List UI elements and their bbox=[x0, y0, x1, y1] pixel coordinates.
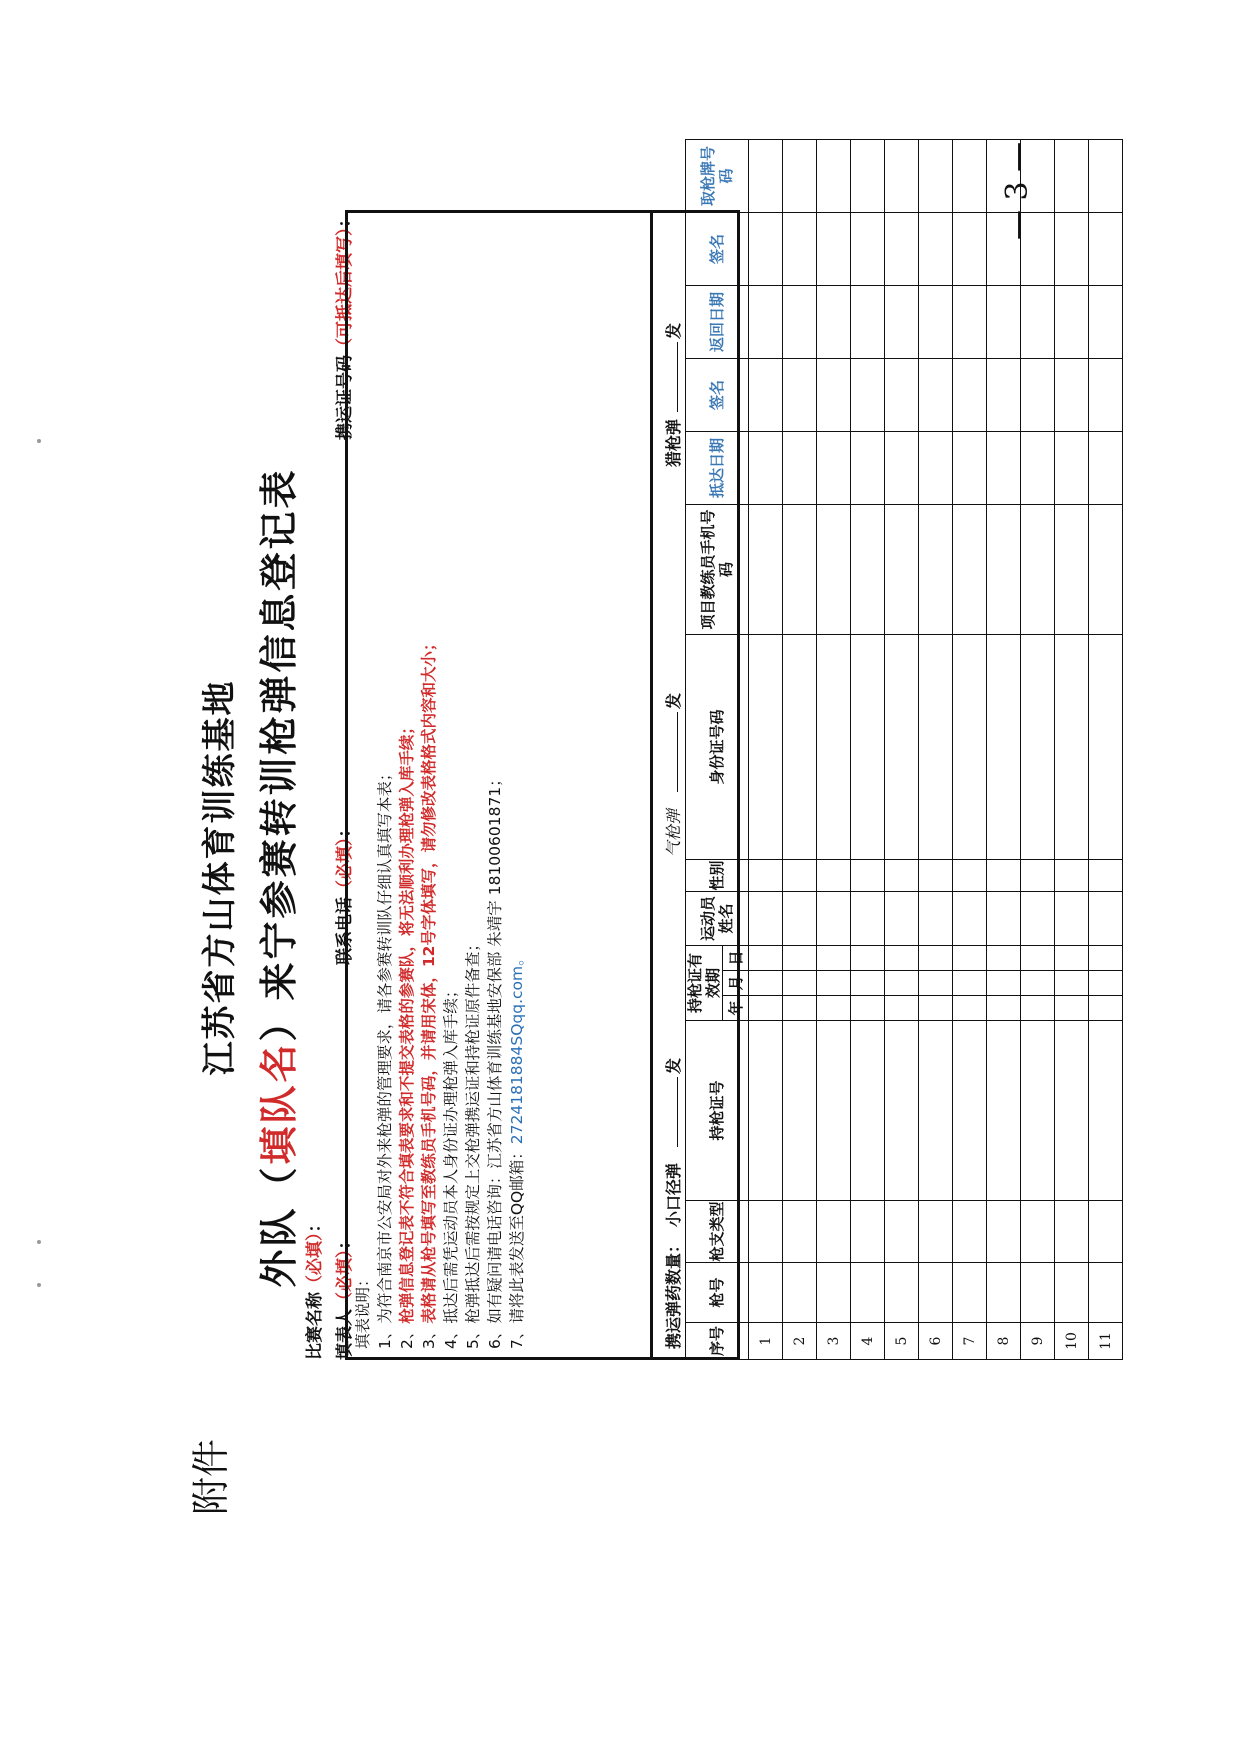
table-cell[interactable] bbox=[851, 1021, 885, 1201]
table-cell[interactable] bbox=[987, 635, 1021, 860]
table-cell[interactable] bbox=[953, 1263, 987, 1323]
instructions bbox=[348, 213, 650, 1357]
table-cell[interactable] bbox=[817, 1021, 851, 1201]
match-name-label: 比赛名称 bbox=[305, 1292, 325, 1360]
match-name-field: 比赛名称（必填）： bbox=[305, 1215, 325, 1360]
required-mark: （必填） bbox=[335, 837, 355, 897]
table-cell[interactable] bbox=[817, 1201, 851, 1263]
table-cell[interactable] bbox=[1089, 996, 1123, 1021]
registration-table bbox=[685, 139, 1123, 1360]
table-cell[interactable] bbox=[919, 996, 953, 1021]
table-cell[interactable] bbox=[953, 971, 987, 996]
table-cell[interactable] bbox=[749, 432, 783, 505]
table-cell[interactable] bbox=[851, 286, 885, 359]
table-cell[interactable] bbox=[1021, 892, 1055, 946]
table-cell[interactable] bbox=[1021, 1201, 1055, 1263]
qq-email: 2724181884SQqq.com。 bbox=[508, 950, 526, 1145]
table-cell[interactable] bbox=[885, 635, 919, 860]
table-cell[interactable] bbox=[851, 1263, 885, 1323]
table-cell[interactable] bbox=[1089, 946, 1123, 971]
table-cell[interactable] bbox=[1021, 996, 1055, 1021]
table-cell[interactable] bbox=[1055, 1201, 1089, 1263]
table-cell[interactable] bbox=[817, 140, 851, 213]
table-cell[interactable] bbox=[987, 286, 1021, 359]
table-cell[interactable] bbox=[817, 971, 851, 996]
table-cell[interactable] bbox=[987, 860, 1021, 892]
table-cell[interactable] bbox=[817, 946, 851, 971]
table-cell[interactable] bbox=[1021, 1263, 1055, 1323]
table-cell[interactable] bbox=[919, 432, 953, 505]
table-cell[interactable] bbox=[851, 213, 885, 286]
table-row bbox=[1055, 140, 1089, 1360]
table-cell[interactable] bbox=[817, 892, 851, 946]
filler-field: 填表人（必填）： bbox=[335, 1232, 355, 1360]
table-cell[interactable] bbox=[1021, 860, 1055, 892]
table-cell[interactable] bbox=[919, 1201, 953, 1263]
attachment-label: 附件 bbox=[189, 1438, 233, 1515]
table-cell[interactable] bbox=[919, 635, 953, 860]
page-subtitle bbox=[248, 0, 303, 1755]
instructions-heading: 填表说明： bbox=[354, 1271, 372, 1349]
table-cell[interactable] bbox=[885, 946, 919, 971]
row-number: 2 bbox=[783, 1323, 817, 1360]
table-cell[interactable] bbox=[817, 286, 851, 359]
table-cell[interactable] bbox=[885, 432, 919, 505]
table-cell[interactable] bbox=[851, 860, 885, 892]
row-number: 6 bbox=[919, 1323, 953, 1360]
table-cell[interactable] bbox=[1089, 213, 1123, 286]
table-cell[interactable] bbox=[885, 971, 919, 996]
table-cell[interactable] bbox=[1055, 996, 1089, 1021]
table-cell[interactable] bbox=[987, 359, 1021, 432]
table-cell[interactable] bbox=[919, 946, 953, 971]
phone-label: 联系电话 bbox=[335, 897, 355, 965]
table-cell[interactable] bbox=[1055, 359, 1089, 432]
ammo-smallbore-label: 小口径弹 bbox=[664, 1162, 683, 1227]
table-cell[interactable] bbox=[1089, 892, 1123, 946]
table-cell[interactable] bbox=[1055, 286, 1089, 359]
table-cell[interactable] bbox=[885, 860, 919, 892]
col-arrival-date: 抵达日期 bbox=[686, 432, 749, 505]
table-cell[interactable] bbox=[919, 359, 953, 432]
table-cell[interactable] bbox=[1021, 359, 1055, 432]
table-cell[interactable] bbox=[851, 971, 885, 996]
table-row bbox=[851, 140, 885, 1360]
table-cell[interactable] bbox=[919, 860, 953, 892]
table-cell[interactable] bbox=[1089, 635, 1123, 860]
table-cell[interactable] bbox=[783, 359, 817, 432]
table-cell[interactable] bbox=[987, 946, 1021, 971]
table-cell[interactable] bbox=[783, 971, 817, 996]
ammo-label: 携运弹药数量： bbox=[664, 1236, 683, 1349]
row-number: 11 bbox=[1089, 1323, 1123, 1360]
page-number: — 3 — bbox=[1000, 141, 1035, 240]
page-title: 江苏省方山体育训练基地 bbox=[200, 679, 240, 1076]
table-cell[interactable] bbox=[885, 359, 919, 432]
ammo-air-blank bbox=[661, 712, 678, 792]
table-cell[interactable] bbox=[885, 996, 919, 1021]
table-cell[interactable] bbox=[1089, 1021, 1123, 1201]
table-cell[interactable] bbox=[1021, 432, 1055, 505]
table-cell[interactable] bbox=[783, 432, 817, 505]
table-cell[interactable] bbox=[919, 892, 953, 946]
col-month: 月 bbox=[723, 971, 749, 996]
table-cell[interactable] bbox=[953, 432, 987, 505]
table-cell[interactable] bbox=[851, 1201, 885, 1263]
row-number: 10 bbox=[1055, 1323, 1089, 1360]
row-number: 4 bbox=[851, 1323, 885, 1360]
col-sign-arrival: 签名 bbox=[686, 359, 749, 432]
table-cell[interactable] bbox=[987, 1263, 1021, 1323]
table-cell[interactable] bbox=[1089, 286, 1123, 359]
table-cell[interactable] bbox=[749, 860, 783, 892]
table-cell[interactable] bbox=[953, 359, 987, 432]
table-cell[interactable] bbox=[1055, 946, 1089, 971]
table-cell[interactable] bbox=[953, 635, 987, 860]
table-cell[interactable] bbox=[885, 213, 919, 286]
table-cell[interactable] bbox=[783, 1201, 817, 1263]
table-cell[interactable] bbox=[987, 505, 1021, 635]
table-row bbox=[1021, 140, 1055, 1360]
table-cell[interactable] bbox=[953, 213, 987, 286]
table-row bbox=[1089, 140, 1123, 1360]
note-4: 4、抵达后需凭运动员本人身份证办理枪弹入库手续； bbox=[442, 982, 460, 1349]
table-cell[interactable] bbox=[817, 1263, 851, 1323]
table-cell[interactable] bbox=[919, 140, 953, 213]
table-cell[interactable] bbox=[851, 432, 885, 505]
table-cell[interactable] bbox=[783, 286, 817, 359]
table-cell[interactable] bbox=[987, 971, 1021, 996]
row-number: 9 bbox=[1021, 1323, 1055, 1360]
table-cell[interactable] bbox=[749, 892, 783, 946]
table-cell[interactable] bbox=[1055, 1021, 1089, 1201]
table-cell[interactable] bbox=[1055, 140, 1089, 213]
col-gender: 性别 bbox=[686, 860, 749, 892]
table-cell[interactable] bbox=[885, 892, 919, 946]
table-cell[interactable] bbox=[851, 996, 885, 1021]
table-cell[interactable] bbox=[817, 359, 851, 432]
table-cell[interactable] bbox=[1055, 892, 1089, 946]
note-3: 3、表格请从枪号填写至教练员手机号码，并请用宋体，12号字体填写，请勿修改表格格式内容和大小； bbox=[420, 635, 438, 1349]
table-cell[interactable] bbox=[987, 432, 1021, 505]
table-cell[interactable] bbox=[851, 505, 885, 635]
table-cell[interactable] bbox=[919, 971, 953, 996]
table-cell[interactable] bbox=[817, 996, 851, 1021]
note-5: 5、枪弹抵达后需按规定上交枪弹携运证和持枪证原件备查； bbox=[464, 936, 482, 1349]
col-validity: 持枪证有效期 bbox=[686, 946, 723, 1021]
permit-field: 携运证号码（可抵达后填写）： bbox=[335, 210, 355, 440]
table-cell[interactable] bbox=[885, 1201, 919, 1263]
table-cell[interactable] bbox=[783, 860, 817, 892]
table-cell[interactable] bbox=[783, 1263, 817, 1323]
table-cell[interactable] bbox=[987, 892, 1021, 946]
table-cell[interactable] bbox=[783, 1021, 817, 1201]
table-cell[interactable] bbox=[783, 140, 817, 213]
table-cell[interactable] bbox=[1021, 635, 1055, 860]
table-cell[interactable] bbox=[953, 946, 987, 971]
table-cell[interactable] bbox=[953, 505, 987, 635]
table-cell[interactable] bbox=[1021, 505, 1055, 635]
table-cell[interactable] bbox=[749, 1201, 783, 1263]
table-cell[interactable] bbox=[987, 1201, 1021, 1263]
table-cell[interactable] bbox=[1021, 971, 1055, 996]
table-cell[interactable] bbox=[851, 140, 885, 213]
col-pickup-no: 取枪牌号码 bbox=[686, 140, 749, 213]
table-cell[interactable] bbox=[885, 1263, 919, 1323]
table-row bbox=[749, 140, 783, 1360]
row-number: 3 bbox=[817, 1323, 851, 1360]
table-cell[interactable] bbox=[953, 860, 987, 892]
row-number: 1 bbox=[749, 1323, 783, 1360]
table-cell[interactable] bbox=[749, 1263, 783, 1323]
subtitle-suffix: ）来宁参赛转训枪弹信息登记表 bbox=[256, 467, 301, 1042]
ammo-quantity-row: 携运弹药数量： 小口径弹 发 气枪弹 发 猎枪弹 发 bbox=[650, 213, 689, 1357]
table-cell[interactable] bbox=[1089, 971, 1123, 996]
table-cell[interactable] bbox=[919, 505, 953, 635]
table-cell[interactable] bbox=[953, 140, 987, 213]
table-cell[interactable] bbox=[1089, 505, 1123, 635]
table-cell[interactable] bbox=[749, 635, 783, 860]
table-cell[interactable] bbox=[749, 946, 783, 971]
table-cell[interactable] bbox=[919, 213, 953, 286]
col-year: 年 bbox=[723, 996, 749, 1021]
table-cell[interactable] bbox=[953, 996, 987, 1021]
table-cell[interactable] bbox=[783, 635, 817, 860]
table-cell[interactable] bbox=[885, 1021, 919, 1201]
table-cell[interactable] bbox=[1021, 946, 1055, 971]
row-number: 8 bbox=[987, 1323, 1021, 1360]
table-cell[interactable] bbox=[749, 140, 783, 213]
ammo-shotgun-blank bbox=[661, 342, 678, 412]
note-6: 6、如有疑问请电话咨询：江苏省方山体育训练基地安保部 朱靖宇 18100601871； bbox=[486, 771, 504, 1349]
table-cell[interactable] bbox=[749, 996, 783, 1021]
table-cell[interactable] bbox=[1055, 635, 1089, 860]
col-coach-phone: 项目教练员手机号码 bbox=[686, 505, 749, 635]
table-cell[interactable] bbox=[851, 359, 885, 432]
row-number: 7 bbox=[953, 1323, 987, 1360]
phone-field: 联系电话（必填）： bbox=[335, 820, 355, 965]
optional-mark: （可抵达后填写） bbox=[335, 227, 355, 355]
note-2: 2、枪弹信息登记表不符合填表要求和不提交表格的参赛队，将无法顺利办理枪弹入库手续； bbox=[398, 719, 416, 1349]
table-row bbox=[817, 140, 851, 1360]
table-row bbox=[783, 140, 817, 1360]
table-cell[interactable] bbox=[851, 946, 885, 971]
table-cell[interactable] bbox=[817, 635, 851, 860]
instructions-box bbox=[345, 210, 740, 1360]
col-sign-return: 签名 bbox=[686, 213, 749, 286]
team-name-placeholder: 填队名 bbox=[256, 1041, 301, 1165]
required-mark: （必填） bbox=[305, 1232, 325, 1292]
permit-label: 携运证号码 bbox=[335, 355, 355, 440]
col-id-no: 身份证号码 bbox=[686, 635, 749, 860]
ammo-smallbore-blank bbox=[661, 1077, 678, 1147]
table-cell[interactable] bbox=[749, 505, 783, 635]
table-cell[interactable] bbox=[783, 505, 817, 635]
table-cell[interactable] bbox=[851, 635, 885, 860]
table-cell[interactable] bbox=[817, 432, 851, 505]
table-cell[interactable] bbox=[783, 996, 817, 1021]
table-cell[interactable] bbox=[783, 213, 817, 286]
table-row bbox=[919, 140, 953, 1360]
table-row bbox=[987, 140, 1021, 1360]
table-cell[interactable] bbox=[1089, 140, 1123, 213]
table-row bbox=[885, 140, 919, 1360]
table-cell[interactable] bbox=[953, 892, 987, 946]
table-cell[interactable] bbox=[1089, 1263, 1123, 1323]
ammo-shotgun-label: 猎枪弹 bbox=[664, 418, 683, 467]
table-cell[interactable] bbox=[953, 1201, 987, 1263]
table-cell[interactable] bbox=[817, 213, 851, 286]
table-cell[interactable] bbox=[953, 1021, 987, 1201]
table-cell[interactable] bbox=[1089, 432, 1123, 505]
table-cell[interactable] bbox=[885, 286, 919, 359]
table-cell[interactable] bbox=[1089, 1201, 1123, 1263]
table-cell[interactable] bbox=[749, 286, 783, 359]
col-gun-no: 枪号 bbox=[686, 1263, 749, 1323]
table-cell[interactable] bbox=[749, 1021, 783, 1201]
col-gun-type: 枪支类型 bbox=[686, 1201, 749, 1263]
col-permit-no: 持枪证号 bbox=[686, 1021, 749, 1201]
col-return-date: 返回日期 bbox=[686, 286, 749, 359]
table-cell[interactable] bbox=[987, 1021, 1021, 1201]
col-athlete: 运动员姓名 bbox=[686, 892, 749, 946]
table-cell[interactable] bbox=[919, 286, 953, 359]
table-cell[interactable] bbox=[885, 140, 919, 213]
table-cell[interactable] bbox=[919, 1263, 953, 1323]
ammo-air-label: 气枪弹 bbox=[664, 808, 683, 857]
row-number: 5 bbox=[885, 1323, 919, 1360]
table-cell[interactable] bbox=[885, 505, 919, 635]
table-cell[interactable] bbox=[851, 892, 885, 946]
table-cell[interactable] bbox=[749, 971, 783, 996]
table-cell[interactable] bbox=[1089, 359, 1123, 432]
table-cell[interactable] bbox=[817, 505, 851, 635]
table-cell[interactable] bbox=[1021, 286, 1055, 359]
table-cell[interactable] bbox=[1089, 860, 1123, 892]
table-cell[interactable] bbox=[783, 946, 817, 971]
table-cell[interactable] bbox=[1055, 860, 1089, 892]
note-7: 7、请将此表发送至QQ邮箱：2724181884SQqq.com。 bbox=[508, 950, 526, 1349]
table-cell[interactable] bbox=[783, 892, 817, 946]
filler-label: 填表人 bbox=[335, 1309, 355, 1360]
table-cell[interactable] bbox=[817, 860, 851, 892]
table-cell[interactable] bbox=[1055, 432, 1089, 505]
table-cell[interactable] bbox=[1021, 1021, 1055, 1201]
col-day: 日 bbox=[723, 946, 749, 971]
table-cell[interactable] bbox=[1055, 971, 1089, 996]
table-cell[interactable] bbox=[1055, 213, 1089, 286]
table-cell[interactable] bbox=[1055, 1263, 1089, 1323]
table-cell[interactable] bbox=[987, 996, 1021, 1021]
note-1: 1、为符合南京市公安局对外来枪弹的管理要求，请各参赛转训队仔细认真填写本表； bbox=[376, 765, 394, 1349]
table-cell[interactable] bbox=[1055, 505, 1089, 635]
table-cell[interactable] bbox=[749, 359, 783, 432]
subtitle-prefix: 外队（ bbox=[256, 1164, 301, 1288]
col-seq: 序号 bbox=[686, 1323, 749, 1360]
table-cell[interactable] bbox=[749, 213, 783, 286]
table-row bbox=[953, 140, 987, 1360]
table-cell[interactable] bbox=[953, 286, 987, 359]
required-mark: （必填） bbox=[335, 1249, 355, 1309]
table-cell[interactable] bbox=[919, 1021, 953, 1201]
